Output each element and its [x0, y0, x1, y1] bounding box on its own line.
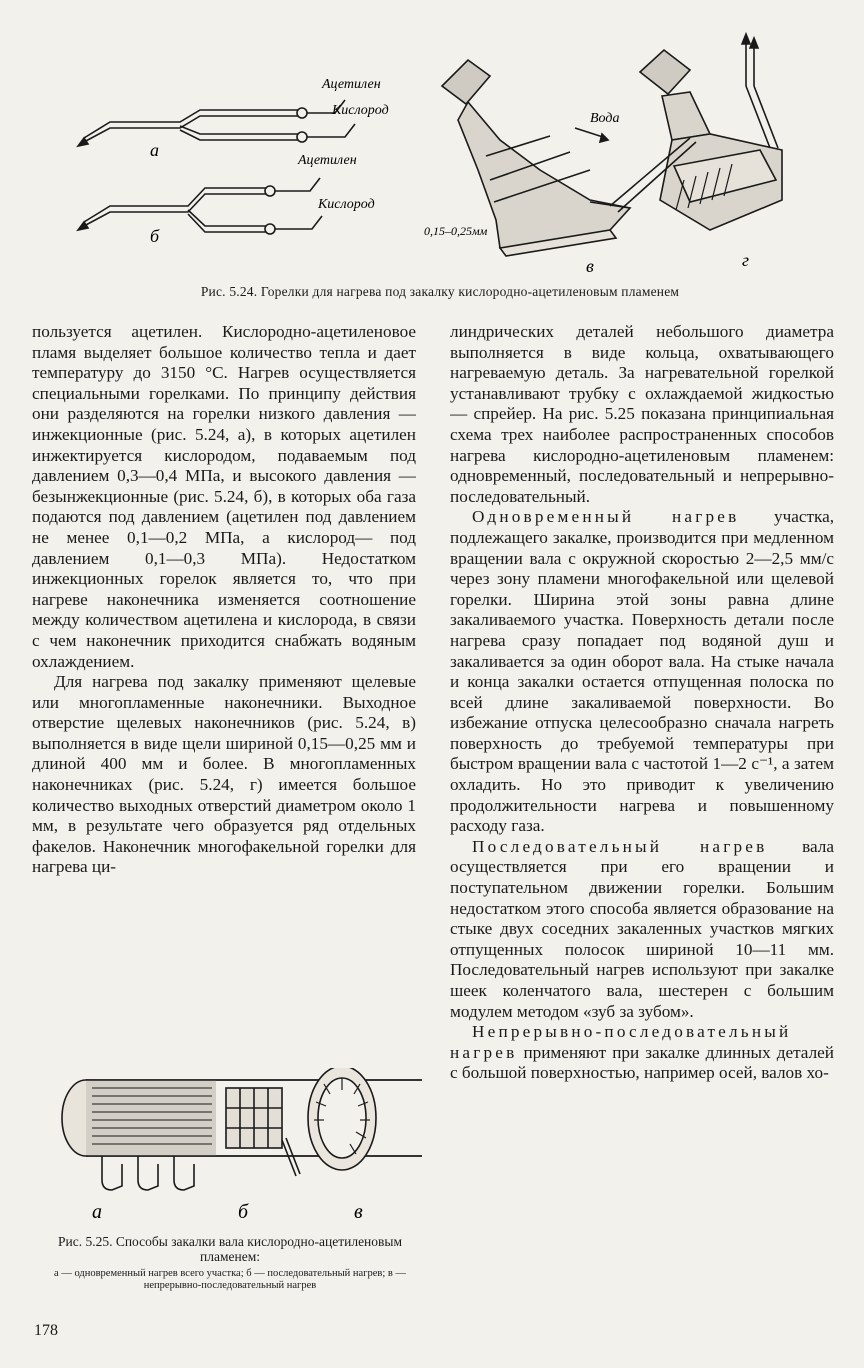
label-acetylene-a: Ацетилен	[322, 77, 381, 92]
figure-5-25	[42, 1068, 434, 1232]
right-paragraph-4	[450, 1022, 834, 1084]
label-fig524-a: а	[150, 140, 159, 160]
right-paragraph-4-body: применяют при закалке длинных деталей с большой поверхностью, например осей, валов хо-	[450, 1042, 834, 1083]
left-paragraph-1: пользуется ацетилен. Кислородно-ацетиленовое пламя выделяет большое количество тепла и дает температуру до 3150 °С. Нагрев осуществляется специальными горелками. По принципу действия они разделяются на горелки низкого давления — инжекционные (рис. 5.24, а), в которых ацетилен инжектируется кислородом, подаваемым под давлением 0,3—0,4 МПа, и высокого давления — безынжекционные (рис. 5.24, б), в которых оба газа подаются под давлением (ацетилен под давлением не менее 0,1—0,2 МПа, а кислород— под давлением 0,1—0,3 МПа). Недостатком инжекционных горелок является то, что при нагреве наконечника изменяется соотношение между количеством ацетилена и кислорода, в связи с чем наконечник приходится снабжать водяным охлаждением.	[32, 322, 416, 671]
label-fig524-b: б	[150, 226, 160, 246]
label-acetylene-b: Ацетилен	[298, 153, 357, 168]
right-paragraph-2	[450, 507, 834, 837]
right-paragraph-3	[450, 837, 834, 1022]
label-fig524-g: г	[742, 250, 750, 270]
right-paragraph-2-body: участка, подлежащего закалке, производится при медленном вращении вала с окружной скоростью 2—2,5 мм/с через зону пламени многофакельной или щелевой горелки. Ширина этой зоны равна длине закаливаемого участка. Поверхность детали после нагрева сразу попадает под водяной душ и закаливается за один оборот вала. На стыке начала и конца закалки остается отпущенная полоска по всей длине закаливаемой поверхности. Во избежание отпуска целесообразно сначала нагреть поверхность до требуемой температуры при быстром вращении вала с частотой 1—2 с⁻¹, а затем охладить. Но это приводит к увеличению продолжительности нагрева и повышенному расходу газа.	[450, 507, 834, 836]
term-continuous-sequential-heating: Непрерывно-последовательный нагрев	[450, 1022, 792, 1062]
figure-5-25-caption-legend: а — одновременный нагрев всего участка; б — последовательный нагрев; в — непрерывно-последовательный нагрев	[54, 1268, 406, 1291]
page-number: 178	[34, 1322, 58, 1339]
figure-5-25-caption-main: Рис. 5.25. Способы закалки вала кислородно-ацетиленовым пламенем:	[57, 1234, 403, 1264]
label-gap: 0,15–0,25мм	[424, 224, 488, 238]
figure-5-24-caption: Рис. 5.24. Горелки для нагрева под закалку кислородно-ацетиленовым пламенем	[200, 284, 680, 299]
right-paragraph-1: линдрических деталей небольшого диаметра выполняется в виде кольца, охватывающего нагреваемую деталь. За нагревательной горелкой устанавливают трубку с охлаждаемой жидкостью — спрейер. На рис. 5.25 показана принципиальная схема трех наиболее распространенных способов нагрева кислородно-ацетиленовым пламенем: одновременный, последовательный и непрерывно-последовательный.	[450, 322, 834, 506]
label-fig524-v: в	[586, 256, 594, 276]
label-fig525-b: б	[238, 1201, 249, 1223]
figure-5-24	[70, 30, 800, 280]
label-oxygen-a: Кислород	[332, 103, 389, 118]
right-column	[450, 322, 834, 1332]
label-water: Вода	[590, 111, 620, 126]
label-fig525-v: в	[354, 1201, 363, 1223]
right-paragraph-3-body: вала осуществляется при его вращении и поступательном движении горелки. Большим недостатком этого способа является образование на стыке двух соседних закаленных участков мягких отпущенных полосок шириной 10—11 мм. Последовательный нагрев используют при закалке шеек коленчатого вала, шестерен с большим модулем методом «зуб за зубом».	[450, 836, 834, 1021]
label-fig525-a: а	[92, 1201, 102, 1223]
term-sequential-heating: Последовательный нагрев	[472, 836, 768, 856]
figure-5-25-caption	[30, 1234, 430, 1291]
label-oxygen-b: Кислород	[318, 197, 375, 212]
term-simultaneous-heating: Одновременный нагрев	[472, 507, 740, 527]
left-column	[32, 322, 416, 1057]
left-paragraph-2: Для нагрева под закалку применяют щелевые или многопламенные наконечники. Выходное отверстие щелевых наконечников (рис. 5.24, в) выполняется в виде щели шириной 0,15—0,25 мм и длиной 400 мм и более. В многопламенных наконечниках (рис. 5.24, г) имеется большое количество выходных отверстий диаметром около 1 мм, в результате чего образуется ряд отдельных факелов. Наконечник многофакельной горелки для нагрева ци-	[32, 672, 416, 877]
